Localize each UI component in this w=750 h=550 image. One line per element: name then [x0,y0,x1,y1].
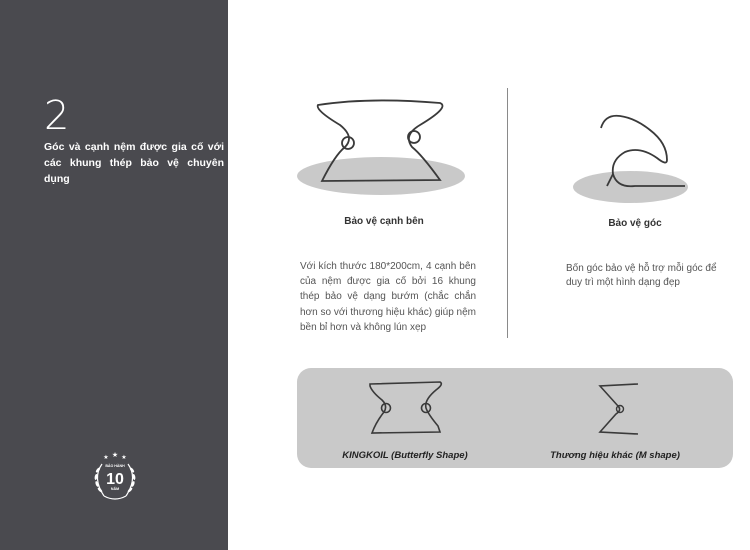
badge-top-text: BẢO HÀNH [105,464,125,468]
kingkoil-label: KINGKOIL (Butterfly Shape) [342,450,468,461]
corner-frame-icon [595,108,685,198]
warranty-badge [88,450,142,504]
butterfly-shape-icon [366,378,446,438]
section-divider [507,88,508,338]
corner-protection-description: Bốn góc bảo vệ hỗ trợ mỗi góc để duy trì một hình dạng đẹp [566,263,717,288]
laurel-icon [88,450,142,504]
badge-bottom-text: NĂM [110,487,120,491]
edge-protection-description: Với kích thước 180*200cm, 4 cạnh bên của nệm được gia cố bởi 16 khung thép bảo vệ dạng bướm (chắc chắn hơn so với thương hiệu khác) giúp nệm bền bỉ hơn và không lún xẹp [300,261,476,333]
other-brand-label: Thương hiệu khác (M shape) [550,450,680,461]
butterfly-frame-icon [300,95,460,190]
badge-number: 10 [106,471,124,488]
edge-protection-label: Bảo vệ cạnh bên [344,216,424,227]
svg-text:★: ★ [103,454,109,461]
sidebar-title: Góc và cạnh nệm được gia cố với các khung thép bảo vệ chuyên dụng [44,141,224,185]
sidebar [0,0,228,550]
step-number: 2 [44,93,70,139]
svg-text:★: ★ [121,454,127,461]
svg-text:★: ★ [111,451,119,459]
corner-protection-label: Bảo vệ góc [608,218,662,229]
m-shape-icon [596,380,644,440]
